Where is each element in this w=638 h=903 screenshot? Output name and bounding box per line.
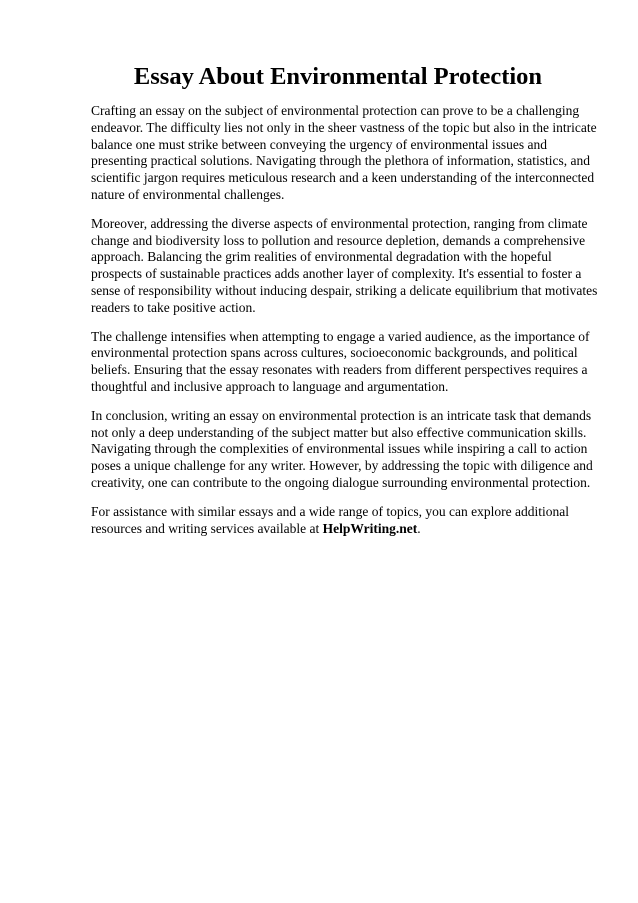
paragraph-4: In conclusion, writing an essay on environmental protection is an intricate task that demands not only a deep understanding of the subject matter but also effective communication skills. Navigating through the complexities of environmental issues while inspiring a call to action poses a unique challenge for any writer. However, by addressing the topic with diligence and creativity, one can contribute to the ongoing dialogue surrounding environmental protection. bbox=[91, 407, 593, 490]
closing-period: . bbox=[417, 520, 421, 536]
paragraph-3: The challenge intensifies when attempting to engage a varied audience, as the importance of environmental protection spans across cultures, socioeconomic backgrounds, and political beliefs. Ensuring that the essay resonates with readers from different perspectives requires a thoughtful and inclusive approach to language and argumentation. bbox=[91, 328, 590, 394]
document-title: Essay About Environmental Protection bbox=[133, 63, 543, 90]
closing-text: For assistance with similar essays and a wide range of topics, you can explore additional resources and writing services available at bbox=[91, 503, 569, 536]
paragraph-1: Crafting an essay on the subject of environmental protection can prove to be a challenging endeavor. The difficulty lies not only in the sheer vastness of the topic but also in the intricate balance one must strike between conveying the urgency of environmental issues and presenting practical solutions. Navigating through the plethora of information, statistics, and scientific jargon requires meticulous research and a keen understanding of the interconnected nature of environmental challenges. bbox=[91, 103, 597, 202]
paragraph-2: Moreover, addressing the diverse aspects of environmental protection, ranging from climate change and biodiversity loss to pollution and resource depletion, demands a comprehensive approach. Balancing the grim realities of environmental degradation with the hopeful prospects of sustainable practices adds another layer of complexity. It's essential to foster a sense of responsibility without inducing despair, striking a delicate equilibrium that motivates readers to take positive action. bbox=[91, 215, 598, 315]
helpwriting-link[interactable]: HelpWriting.net bbox=[322, 520, 418, 536]
closing-paragraph bbox=[91, 504, 602, 538]
